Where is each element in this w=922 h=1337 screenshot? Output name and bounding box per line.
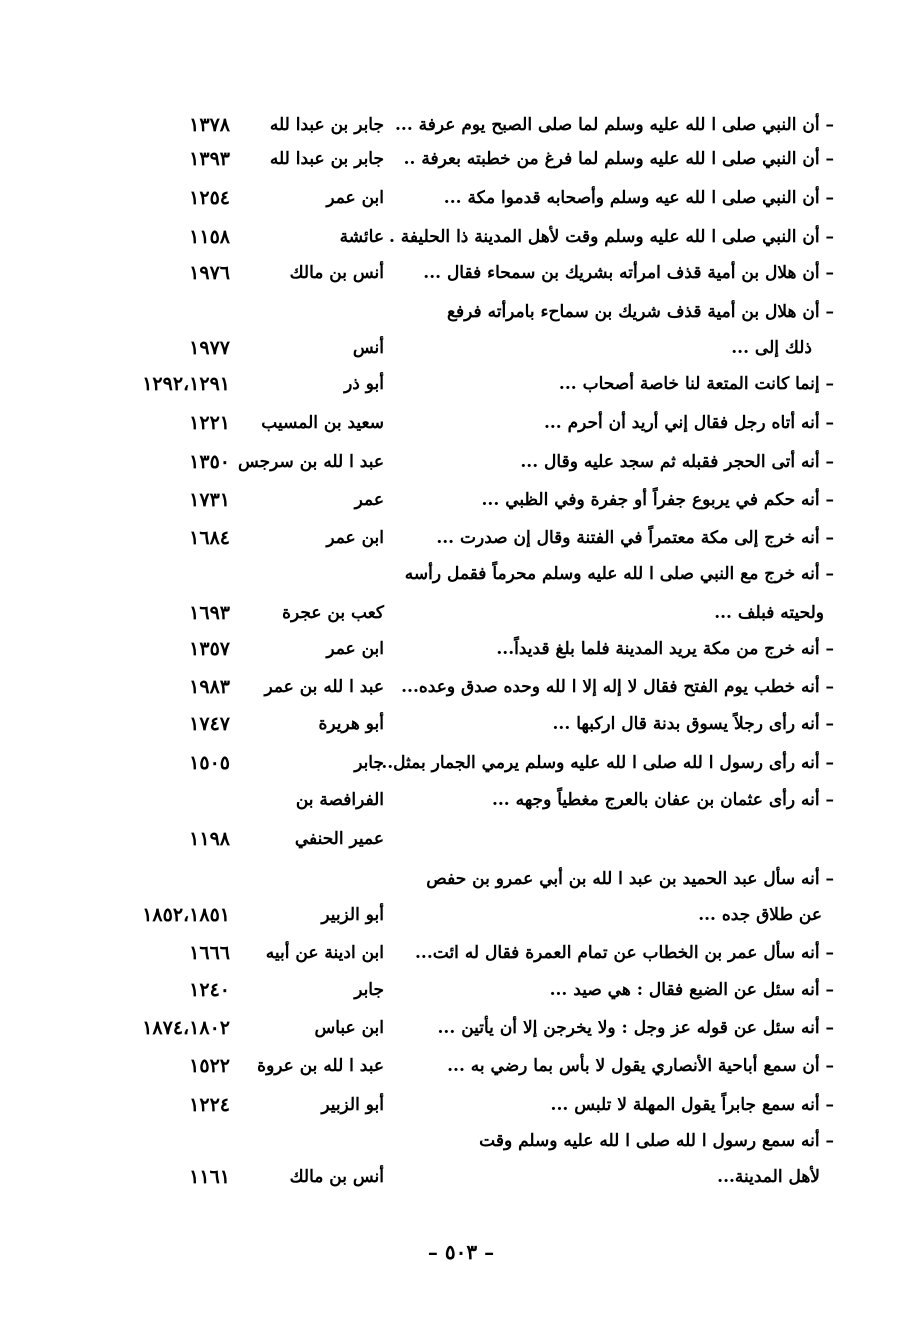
index-row [0, 220, 922, 254]
index-row [0, 1124, 922, 1158]
index-row [0, 632, 922, 666]
narrator-name: عمير الحنفي [294, 829, 384, 849]
hadith-number: ١٣٩٣ [189, 148, 230, 170]
page-number: – ٥٠٣ – [427, 1240, 495, 1264]
hadith-incipit: – أنه أتى الحجر فقبله ثم سجد عليه وقال ... [520, 452, 834, 472]
hadith-number: ١٦٦٦ [189, 942, 230, 964]
hadith-number: ١٩٨٣ [189, 676, 230, 698]
hadith-number [100, 862, 230, 896]
hadith-number: ١١٦١ [189, 1166, 230, 1188]
hadith-number: ١٣٥٠ [189, 451, 230, 473]
narrator-name [224, 295, 384, 329]
index-row [0, 936, 922, 970]
narrator-name [224, 862, 384, 896]
hadith-incipit: – أنه خطب يوم الفتح فقال لا إله إلا ا لله وحده صدق وعده... [401, 677, 834, 697]
index-row [0, 406, 922, 440]
hadith-incipit: – أنه رأى عثمان بن عفان بالعرج مغطياً وجهه ... [491, 790, 834, 810]
hadith-incipit: – أنه أتاه رجل فقال إني أريد أن أحرم ... [543, 413, 834, 433]
index-row [0, 331, 922, 365]
hadith-incipit: – أن النبي صلى ا لله عليه وسلم وقت لأهل المدينة ذا الحليفة . [388, 227, 834, 247]
hadith-number: ١٩٧٦ [189, 262, 230, 284]
narrator-name: ابن ادينة عن أبيه [265, 943, 384, 963]
index-row [0, 783, 922, 817]
narrator-name: أنس بن مالك [289, 1167, 384, 1187]
hadith-number [100, 295, 230, 329]
index-row [0, 1011, 922, 1045]
index-row [0, 822, 922, 856]
index-row [0, 862, 922, 896]
hadith-number [100, 1124, 230, 1158]
hadith-incipit: – أنه سمع جابراً يقول المهلة لا تلبس ... [550, 1095, 834, 1115]
hadith-incipit: عن طلاق جده ... [698, 905, 822, 925]
hadith-incipit: – أن النبي صلى ا لله عيه وسلم وأصحابه قدموا مكة ... [443, 188, 834, 208]
index-row [0, 483, 922, 517]
narrator-name: عبد ا لله بن عمر [264, 677, 384, 697]
hadith-incipit: – إنما كانت المتعة لنا خاصة أصحاب ... [558, 374, 834, 394]
hadith-number [100, 557, 230, 591]
hadith-number: ١٧٣١ [189, 489, 230, 511]
index-row [0, 295, 922, 329]
narrator-name: ابن عمر [326, 639, 384, 659]
hadith-incipit: – أنه خرج من مكة يريد المدينة فلما بلغ قديداً... [496, 639, 834, 659]
hadith-incipit: – أن هلال بن أمية قذف امرأته بشريك بن سمحاء فقال ... [423, 263, 834, 283]
narrator-name: جابر بن عبدا لله [269, 115, 384, 135]
hadith-incipit: – أنه سأل عمر بن الخطاب عن تمام العمرة فقال له ائت... [415, 943, 834, 963]
hadith-incipit: – أن النبي صلى ا لله عليه وسلم لما فرغ من خطبته بعرفة .. [403, 149, 834, 169]
index-row [0, 445, 922, 479]
narrator-name [224, 1124, 384, 1158]
hadith-number: ١٣٧٨ [189, 114, 230, 136]
hadith-number: ١٢٩٢،١٢٩١ [142, 373, 230, 395]
index-row [0, 746, 922, 780]
narrator-name: أنس [352, 338, 384, 358]
index-row [0, 1049, 922, 1083]
index-row [0, 670, 922, 704]
hadith-incipit: – أنه سمع رسول ا لله صلى ا لله عليه وسلم وقت [479, 1131, 834, 1151]
narrator-name: ابن عمر [326, 528, 384, 548]
narrator-name: أبو ذر [344, 374, 384, 394]
hadith-incipit: – أنه سأل عبد الحميد بن عبد ا لله بن أبي عمرو بن حفص [426, 869, 834, 889]
hadith-number [100, 783, 230, 817]
hadith-number: ١٢٥٤ [189, 187, 230, 209]
index-row [0, 367, 922, 401]
narrator-name: عبد ا لله بن عروة [257, 1056, 384, 1076]
hadith-number: ١١٥٨ [189, 226, 230, 248]
index-row [0, 142, 922, 176]
hadith-number: ١٥٠٥ [189, 752, 230, 774]
narrator-name: جابر بن عبدا لله [269, 149, 384, 169]
index-row [0, 1088, 922, 1122]
narrator-name: عائشة [339, 227, 384, 247]
hadith-incipit: ذلك إلى ... [731, 338, 812, 358]
narrator-name: أنس بن مالك [289, 263, 384, 283]
hadith-incipit: – أن النبي صلى ا لله عليه وسلم لما صلى الصبح يوم عرفة ... [395, 115, 834, 135]
hadith-number: ١٢٢١ [189, 412, 230, 434]
index-row [0, 181, 922, 215]
hadith-number: ١١٩٨ [189, 828, 230, 850]
narrator-name: جابر [354, 753, 384, 773]
hadith-incipit: – أنه خرج إلى مكة معتمراً في الفتنة وقال إن صدرت ... [436, 528, 834, 548]
hadith-incipit: – أن سمع أباحية الأنصاري يقول لا بأس بما رضي به ... [447, 1056, 834, 1076]
hadith-number: ١٨٧٤،١٨٠٢ [142, 1017, 230, 1039]
hadith-number: ١٩٧٧ [189, 337, 230, 359]
index-row [0, 256, 922, 290]
index-row [0, 707, 922, 741]
hadith-incipit: – أن هلال بن أمية قذف شريك بن سماحء بامرأته فرفع [447, 302, 834, 322]
narrator-name: أبو الزبير [321, 1095, 384, 1115]
hadith-number: ١٦٩٣ [189, 602, 230, 624]
hadith-incipit: – أنه سئل عن الضبع فقال : هي صيد ... [549, 980, 834, 1000]
hadith-number: ١٨٥٢،١٨٥١ [142, 904, 230, 926]
index-row [0, 596, 922, 630]
narrator-name: كعب بن عجرة [282, 603, 384, 623]
hadith-number: ١٥٢٢ [189, 1055, 230, 1077]
index-row [0, 1160, 922, 1194]
index-row [0, 521, 922, 555]
hadith-incipit: – أنه رأى رسول ا لله صلى ا لله عليه وسلم يرمي الجمار بمثل... [375, 753, 834, 773]
narrator-name: جابر [354, 980, 384, 1000]
narrator-name: الفرافصة بن [295, 790, 384, 810]
index-row [0, 557, 922, 591]
narrator-name: ابن عباس [314, 1018, 384, 1038]
hadith-number: ١٣٥٧ [189, 638, 230, 660]
narrator-name [224, 557, 384, 591]
hadith-incipit: لأهل المدينة... [717, 1167, 820, 1187]
narrator-name: ابن عمر [326, 188, 384, 208]
narrator-name: سعيد بن المسيب [261, 413, 384, 433]
narrator-name: أبو الزبير [321, 905, 384, 925]
hadith-incipit: – أنه رأى رجلاً يسوق بدنة قال اركبها ... [552, 714, 834, 734]
index-row [0, 898, 922, 932]
hadith-incipit: – أنه خرج مع النبي صلى ا لله عليه وسلم محرماً فقمل رأسه [404, 564, 834, 584]
hadith-incipit: – أنه سئل عن قوله عز وجل : ولا يخرجن إلا أن يأتين ... [437, 1018, 834, 1038]
narrator-name: عبد ا لله بن سرجس [238, 452, 384, 472]
index-row [0, 108, 922, 142]
hadith-number: ١٢٤٠ [189, 979, 230, 1001]
narrator-name: عمر [354, 490, 384, 510]
hadith-incipit [394, 822, 834, 856]
hadith-number: ١٧٤٧ [189, 713, 230, 735]
hadith-number: ١٢٢٤ [189, 1094, 230, 1116]
narrator-name: أبو هريرة [318, 714, 384, 734]
hadith-incipit: ولحيته فبلف ... [714, 603, 824, 623]
hadith-number: ١٦٨٤ [189, 527, 230, 549]
index-row [0, 973, 922, 1007]
hadith-incipit: – أنه حكم في يربوع جفراً أو جفرة وفي الظبي ... [481, 490, 834, 510]
